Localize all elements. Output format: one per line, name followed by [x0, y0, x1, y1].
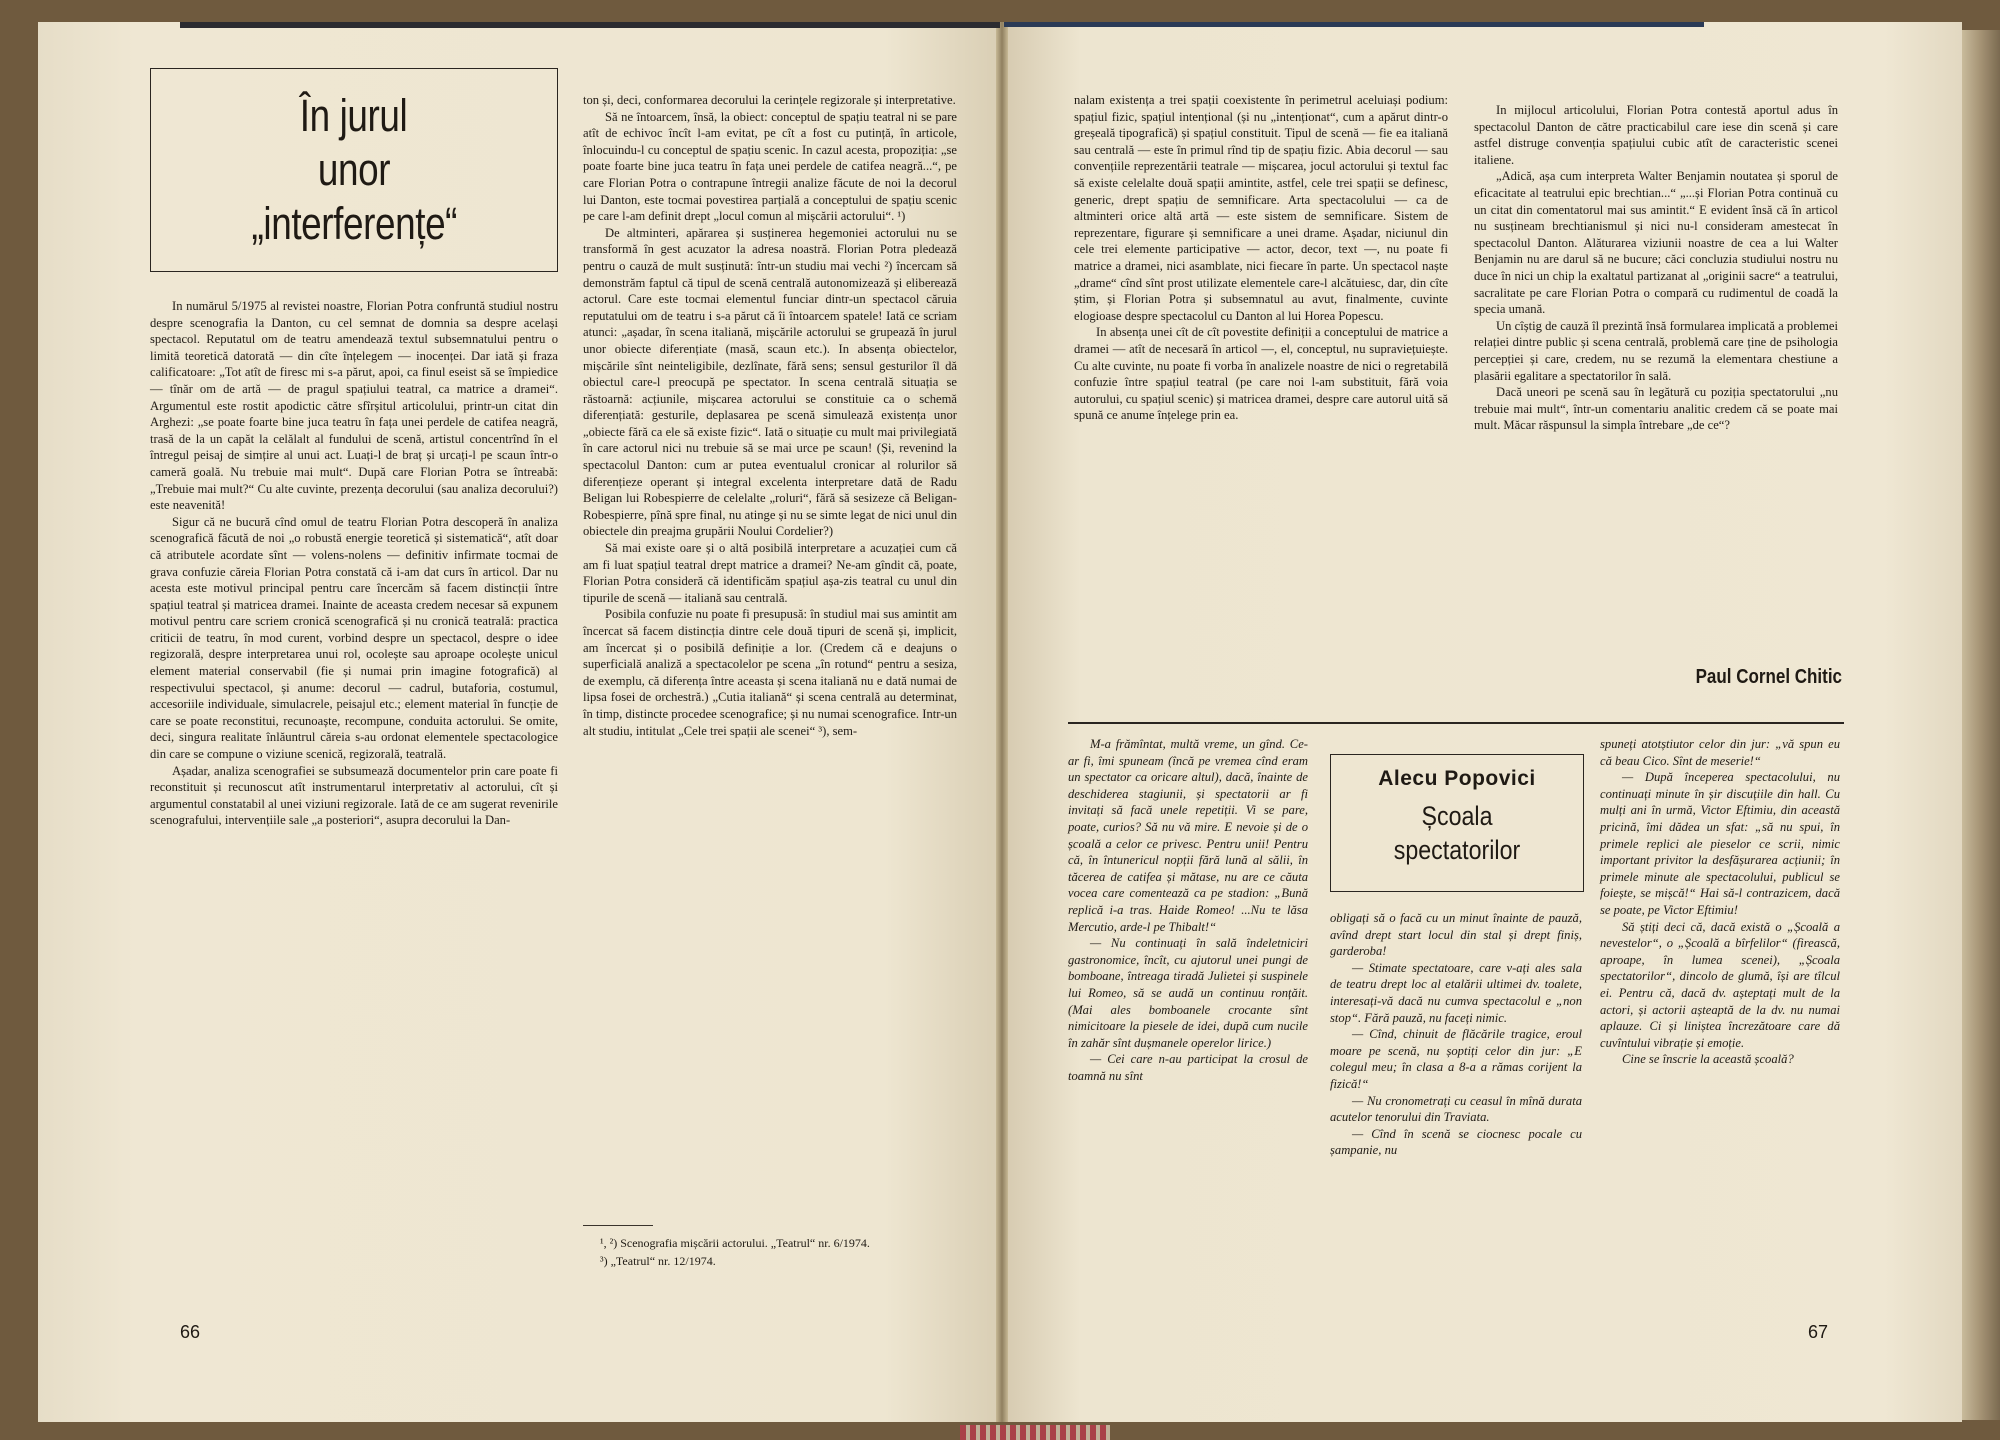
paragraph: ton și, deci, conformarea decorului la cerințele regizorale și interpretative. — [583, 93, 956, 107]
right-column-4 — [1330, 910, 1582, 1310]
paragraph: Un cîștig de cauză îl prezintă însă formularea implicată a problemei relației dintre public și scena centrală, problemă care ține de psihologia percepției și care, credem, nu se rezumă la elementara chestiune a plasării egalitare a spectatorilor în sală. — [1474, 318, 1838, 383]
top-rule-right — [1004, 22, 1704, 27]
box-title-line-2: spectatorilor — [1393, 835, 1521, 865]
author-signature: Paul Cornel Chitic — [1695, 666, 1842, 688]
paragraph: — Nu cronometrați cu ceasul în mînă durata acutelor tenorului din Traviata. — [1330, 1093, 1582, 1125]
footnote-rule — [583, 1225, 653, 1226]
paragraph: Posibila confuzie nu poate fi presupusă: în studiul mai sus amintit am încercat să facem distincția dintre cele două tipuri de scenă și, implicit, am încercat și o posibilă definiție a lor. (Credem că e deajuns o superficială analiză a spectacolelor pe scena „în rotund“ pentru a sesiza, de exemplu, că diferența între aceasta și scena italiană nu e dată numai de lipsa fosei de orchestră.) „Cutia italiană“ și scena centrală au determinat, în timp, distincte procedee scenografice; și nu numai scenografice. Intr-un alt studiu, intitulat „Cele trei spații ale scenei“ ³), sem- — [583, 607, 957, 738]
paragraph: Așadar, analiza scenografiei se subsumează documentelor prin care poate fi reconstituit și recunoscut atît instrumentarul interpretativ al actorului, cît și argumentul constatabil al unei viziuni regizorale. Iată de ce am sugerat revenirile scenografului, intervențiile sale „a posteriori“, asupra decorului la Dan- — [150, 763, 558, 828]
section-divider — [1068, 722, 1844, 724]
title-line-1: În jurul — [300, 90, 408, 141]
second-article-title-box — [1330, 754, 1584, 892]
paragraph: In absența unei cît de cît povestite definiții a conceptului de matrice a dramei — atît de necesară în articol —, el, conceptul, nu supraviețuiește. Cu alte cuvinte, nu poate fi vorba în analizele noastre de nici o regretabilă confuzie între spațiul teatral (pe care noi l-am substituit, fără voia autorului, cu spațiul scenic) și matricea dramei, despre care autorul uită să spună ce anume înțelege prin ea. — [1074, 325, 1448, 423]
paragraph: „Adică, așa cum interpreta Walter Benjamin noutatea și sporul de eficacitate al teatrului epic brechtian...“ „...și Florian Potra continuă cu un citat din comentatorul mai sus amintit.“ E evident însă că în articol nu susțineam brechtianismul și nici nu-l consideram amestecat în spectacolul Danton. Alăturarea viziunii noastre de cea a lui Walter Benjamin nu are darul să ne bucure; căci concluzia studiului nostru nu duce în nici un chip la exaltatul partizanat al „originii sacre“ a teatrului, sacralitate pe care Florian Potra o compară cu rudimentul de coadă la specia umană. — [1474, 169, 1838, 317]
footnote-2: ³) „Teatrul“ nr. 12/1974. — [600, 1254, 716, 1268]
paragraph: — Nu continuați în sală îndeletniciri gastronomice, încît, cu ajutorul unei pungi de bomboane, întreaga tiradă Julietei și suspinele lui Romeo, să se audă un continuu ronțăit. (Mai ales bomboanele crocante sînt nimicitoare la piesele de idei, după cum nucile în zahăr sînt dușmanele operelor lirice.) — [1068, 936, 1308, 1050]
right-column-2 — [1474, 102, 1838, 662]
title-line-2: unor — [317, 144, 391, 195]
paragraph: M-a frămîntat, multă vreme, un gînd. Ce-ar fi, îmi spuneam (încă pe vremea cînd eram un spectator ca oricare altul), dacă, înainte de deschiderea stagiunii, și spectatorii ar fi invitați să facă unele repetiții. Vi se pare, poate, curios? Să nu vă mire. E nevoie și de o școală a celor ce privesc. Pentru unii! Pentru că, în întunericul nopții fără lună al sălii, în tăcerea de catifea și mătase, nu are ce căuta vocea care comentează ca pe stadion: „Bună replică i-a tras. Haide Romeo! ...Nu te lăsa Mercutio, arde-l pe Thibalt!“ — [1068, 737, 1308, 934]
paragraph: Dacă uneori pe scenă sau în legătură cu poziția spectatorului „nu trebuie mai mult“, într-un comentariu analitic credem că se poate mai mult. Măcar răspunsul la simpla întrebare „de ce“? — [1474, 385, 1838, 433]
paragraph: — Cînd în scenă se ciocnesc pocale cu șampanie, nu — [1330, 1126, 1582, 1158]
paragraph: Să ne întoarcem, însă, la obiect: conceptul de spațiu teatral ni se pare atît de echivoc încît l-am evitat, pe cît a fost cu putință, în articole, înlocuindu-l cu conceptul de spațiu scenic. In cazul acesta, propoziția: „se poate foarte bine juca teatru în fața unei perdele de catifea neagră...“, pe care Florian Potra o contrapune întregii analize făcute de noi la decorul lui Danton, este tocmai povestirea parțială a conceptului de spațiu scenic pe care l-am definit drept „locul comun al mișcării actorului“. ¹) — [583, 109, 957, 224]
paragraph: obligați să o facă cu un minut înainte de pauză, avînd drept start locul din stal și drept finiș, garderoba! — [1330, 911, 1582, 959]
box-author: Alecu Popovici — [1378, 767, 1536, 790]
paragraph: — Cînd, chinuit de flăcările tragice, eroul moare pe scenă, nu șoptiți celor din jur: „E colegul meu; în clasa a 8-a a rămas corijent la fizică!“ — [1330, 1027, 1582, 1091]
paragraph: Să mai existe oare și o altă posibilă interpretare a acuzației cum că am fi luat spațiul teatral drept matrice a dramei? Ne-am gîndit că, poate, Florian Potra consideră că identificăm spațiul așa-zis teatral cu unul din tipurile de scenă — italiană sau centrală. — [583, 541, 957, 605]
paragraph: spuneți atotștiutor celor din jur: „vă spun eu că beau Cico. Sînt de meserie!“ — [1600, 737, 1840, 768]
top-rule-left — [180, 22, 1000, 28]
footnotes — [600, 1234, 960, 1270]
paragraph: Sigur că ne bucură cînd omul de teatru Florian Potra descoperă în analiza scenografică făcută de noi „o robustă energie teoretică și sistematică“, atît doar că atributele acordate sînt — volens-nolens — definitiv infirmate tocmai de grava confuzie căreia Florian Potra constată că i-am dat curs în articol. Dar nu acesta este motivul principal pentru care încercăm să facem distincții între spațiul teatral și matricea dramei. Inainte de aceasta credem necesar să expunem motivul pentru care scriem cronică scenografică și nu cronică teatrală: practica criticii de teatru, în mod curent, vorbind despre un spectacol, despre o idee regizorală, despre interpretarea unui rol, ocolește sau aproape ocolește unicul element material conservabil (fie și numai prin imagine fotografică) al respectivului spectacol, și anume: decorul — cadrul, butaforia, costumul, accesoriile individuale, simulacrele, peisajul etc.; element material în funcție de care se poate reconstitui, recunoaște, recompune, conduita actorului. Se omite, deci, singura realitate înlăuntrul căreia s-au ordonat elementele spectacologice din care se compune o viziune scenică, regizorală, teatrală. — [150, 514, 558, 762]
right-column-1 — [1074, 92, 1448, 687]
paragraph: — Stimate spectatoare, care v-ați ales sala de teatru drept loc al etalării ultimei dv. toalete, interesați-vă dacă nu cumva spectacolul e „non stop“. Fără pauză, nu faceți nimic. — [1330, 960, 1582, 1025]
paragraph: nalam existența a trei spații coexistente în perimetrul aceluiași podium: spațiul fizic, spațiul intențional (și nu „intenționat“, cum a apărut dintr-o greșeală tipografică) și spațiul constituit. Tipul de scenă — fie ea italiană sau centrală — este în primul rînd tip de spațiu fizic. Abia decorul — sau convențiile reprezentării teatrale — mișcarea, jocul actorului și textul fac să existe celelalte două spații amintite, astfel, cele trei spații se definesc, generic, drept spațiu de semnificare. Arta spectacolului — ca de altminteri orice altă artă — este sistem de semnificare. Sistem de reprezentare, figurare și semnificare a unei drame. Așadar, niciunul din cele trei elemente participative — actor, decor, text —, nu poate fi matrice a dramei, nici asamblate, nici fiecare în parte. Un spectacol naște „drame“ cînd sînt prost utilizate elementele care-l alcătuiesc, dar, din cîte știm, și Florian Potra și subsemnatul au avut, finalmente, cuvinte elogioase despre spectacolul cu Danton al lui Horea Popescu. — [1074, 93, 1448, 323]
paragraph: De altminteri, apărarea și susținerea hegemoniei actorului nu se transformă în gest acuzator la adresa noastră. Florian Potra pledează pentru o cauză de mult susținută: într-un studiu mai vechi ²) încercam să demonstrăm faptul că tipul de scenă centrală autonomizează și eliberează actorul. Care este tocmai elementul funciar dintr-un spectacol căruia reputatului om de teatru i s-a părut că îi întoarcem spatele! Iată ce scriam atunci: „așadar, în scena italiană, mișcările actorului se grupează în jurul unor obiecte diferențiate (masă, scaun etc.). In absența obiectelor, mișcările sînt neinteligibile, dezlînate, fără sens; sensul gesturilor îl dă obiectul care-l preocupă pe spectator. In scena centrală situația se răstoarnă: acțiunile, mișcarea actorului se constituie ca o schemă diferențiată: gesturile, deplasarea pe scenă simulează existența unor „obiecte fără ca ele să existe fizic“. Iată o situație cu mult mai privilegiată în care actorul nici nu trebuie să se mai urce pe scaun! (Și, revenind la spectacolul Danton: cum ar putea eventualul cronicar al rolurilor să diferențieze operant și integral excelenta interpretare dată de Radu Beligan lui Robespierre de celelalte „roluri“, fără să sesizeze că Beligan-Robespierre, pînă spre final, nu atinge și nu se simte legat de nici unul din obiectele din preajma grupării Noului Cordelier?) — [583, 225, 957, 539]
left-column-1 — [150, 298, 558, 1308]
paragraph: — După începerea spectacolului, nu continuați minute în șir discuțiile din hall. Cu mulți ani în urmă, Victor Eftimiu, din această pricină, îmi dădea un sfat: „să nu spui, în primele replici ale pieselor ce scrii, nimic important privitor la desfășurarea acțiunii; în primele minute ale spectacolului, publicul se foiește, se mișcă!“ Hai să-l contrazicem, dacă se poate, pe Victor Eftimiu! — [1600, 770, 1840, 917]
title-line-3: „interferențe“ — [251, 198, 457, 249]
right-column-3 — [1068, 736, 1308, 1306]
footnote-1: ¹, ²) Scenografia mișcării actorului. „Teatrul“ nr. 6/1974. — [600, 1236, 870, 1250]
paragraph: Să știți deci că, dacă există o „Școală a nevestelor“, o „Școală a bîrfelilor“ (firească, aproape, în lumea scenei), „Școala spectatorilor“, dincolo de glumă, își are tîlcul ei. Pentru că, dacă dv. așteptați mult de la actori, și actorii așteaptă de la dv. nu numai aplauze. Ci și liniștea încrezătoare care dă cuvîntului vibrație și emoție. — [1600, 919, 1840, 1050]
binding-gutter — [996, 22, 1008, 1422]
page-edges — [1962, 30, 2000, 1420]
page-number-left: 66 — [180, 1322, 201, 1342]
article-title-box — [150, 68, 558, 272]
torn-strip — [960, 1425, 1110, 1440]
paragraph: Cine se înscrie la această școală? — [1622, 1052, 1794, 1067]
paragraph: In numărul 5/1975 al revistei noastre, Florian Potra confruntă studiul nostru despre scenografia la Danton, cu cel semnat de domnia sa despre același spectacol. Reputatul om de teatru amendează textul subsemnatului pentru o limită teoretică datorată — din cîte înțelegem — inocenței. Dar iată și fraza calificatoare: „Tot atît de firesc mi s-a părut, apoi, ca finul eseist să se împiedice — tînăr om de artă — de pragul spațiului teatral, ca matrice a dramei“. Argumentul este rostit apodictic către sfîrșitul articolului, printr-un citat din Arghezi: „se poate foarte bine juca teatru în fața unei perdele de catifea neagră, trasă de la un capăt la celălalt al fundului de scenă, artistul concentrînd în el întregul peisaj de simțire al unui act. Luați-l de braț și urcați-l pe scaun într-o cameră goală. Nu trebuie mai mult“. După care Florian Potra se întreabă: „Trebuie mai mult?“ Cu alte cuvinte, prezența decorului (sau analiza decorului?) este neavenită! — [150, 299, 558, 513]
page-number-right: 67 — [1808, 1322, 1829, 1342]
paragraph: In mijlocul articolului, Florian Potra contestă aportul adus în spectacolul Danton de către practicabilul care iese din scenă și care astfel distruge convenția spațiului cubic atît de caracteristic scenei italiene. — [1474, 103, 1838, 167]
left-column-2 — [583, 92, 957, 1172]
right-column-5 — [1600, 736, 1840, 1316]
box-title-line-1: Școala — [1421, 801, 1493, 831]
paragraph: — Cei care n-au participat la crosul de toamnă nu sînt — [1068, 1052, 1308, 1083]
